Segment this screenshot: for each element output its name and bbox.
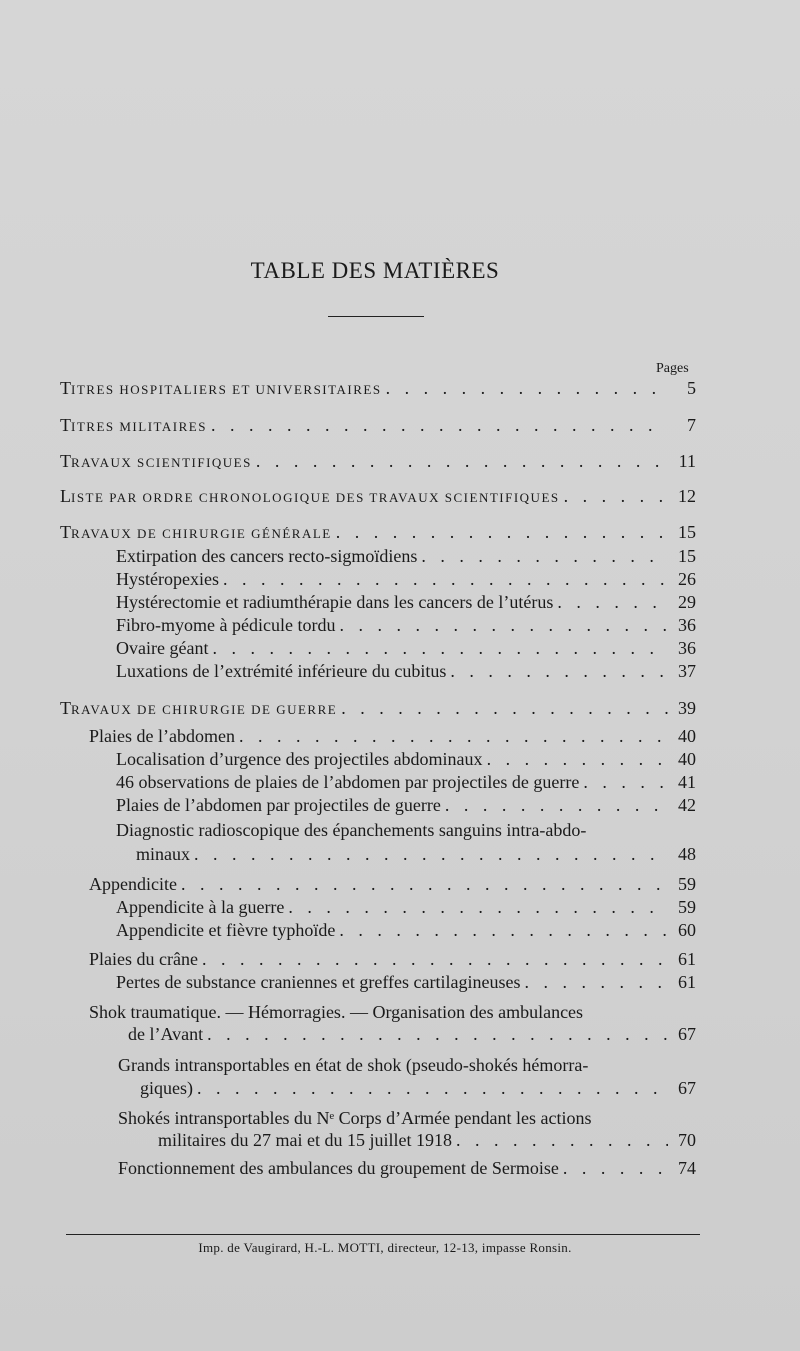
toc-entry-liste-chronologique[interactable]: LISTE PAR ORDRE CHRONOLOGIQUE DES TRAVAUX SCIENTIFIQUES . . . 12 [60, 484, 696, 510]
page-number: 40 [678, 749, 696, 769]
toc-subentry[interactable] [116, 567, 696, 591]
page-number: 61 [678, 949, 696, 969]
toc-subsection-line: Shok traumatique. — Hémorragies. — Organisation des ambulances [89, 1002, 584, 1022]
leader-dots [487, 747, 668, 771]
page-number: 11 [678, 451, 696, 471]
leader-dots [339, 613, 668, 637]
page-number: 7 [687, 415, 696, 435]
page-number: 40 [678, 726, 696, 746]
pages-column-label: Pages [656, 361, 689, 376]
page-number: 59 [678, 897, 696, 917]
toc-subsection-plaies-crane[interactable] [89, 947, 696, 971]
toc-entry-chirurgie-generale[interactable]: TRAVAUX DE CHIRURGIE GÉNÉRALE . . . 15 [60, 520, 696, 546]
footer-divider [66, 1234, 700, 1235]
toc-entry-label: Luxations de l’extrémité inférieure du cubitus [116, 661, 447, 681]
page-number: 70 [678, 1130, 696, 1150]
leader-dots [207, 1022, 668, 1046]
toc-entry-label: RAVAUX DE CHIRURGIE GÉNÉRALE [71, 526, 332, 541]
toc-entry-titres-militaires[interactable]: TITRES MILITAIRES . . . 7 [60, 413, 696, 439]
toc-entry-label: Plaies de l’abdomen [89, 726, 235, 746]
toc-subentry-line: Diagnostic radioscopique des épanchements sanguins intra-abdo- [116, 820, 587, 840]
leader-dots [336, 520, 668, 544]
page-number: 36 [678, 638, 696, 658]
leader-dots [194, 842, 668, 866]
leader-dots [450, 659, 668, 683]
leader-dots [256, 449, 668, 473]
leader-dots [211, 413, 668, 437]
toc-subentry[interactable] [116, 659, 696, 683]
toc-entry-label: ISTE PAR ORDRE CHRONOLOGIQUE DES TRAVAUX SCIENTIFIQUES [71, 490, 560, 505]
page-number: 60 [678, 920, 696, 940]
toc-subentry[interactable] [158, 1128, 696, 1152]
leader-dots [197, 1076, 668, 1100]
leader-dots [557, 590, 668, 614]
toc-entry-titres-hospitaliers[interactable]: TITRES HOSPITALIERS ET UNIVERSITAIRES . . . 5 [60, 376, 696, 402]
toc-subentry[interactable] [116, 770, 696, 794]
leader-dots [341, 696, 668, 720]
leader-dots [181, 872, 668, 896]
toc-subsection-appendicite[interactable] [89, 872, 696, 896]
toc-entry-label: Appendicite [89, 874, 177, 894]
toc-entry-label: ITRES MILITAIRES [71, 419, 207, 434]
toc-entry-label: Appendicite à la guerre [116, 897, 285, 917]
toc-entry-label: 46 observations de plaies de l’abdomen par projectiles de guerre [116, 772, 580, 792]
leader-dots [288, 895, 668, 919]
page-number: 39 [678, 698, 696, 718]
leader-dots [239, 724, 668, 748]
toc-subentry-line: Grands intransportables en état de shok (pseudo-shokés hémorra- [118, 1055, 589, 1075]
toc-entry-label: ITRES HOSPITALIERS ET UNIVERSITAIRES [71, 382, 382, 397]
toc-subentry[interactable] [116, 793, 696, 817]
leader-dots [564, 484, 668, 508]
toc-entry-label: Plaies de l’abdomen par projectiles de guerre [116, 795, 441, 815]
toc-entry-label: minaux [136, 844, 190, 864]
toc-subentry[interactable] [136, 842, 696, 866]
toc-entry-label: RAVAUX DE CHIRURGIE DE GUERRE [71, 702, 338, 717]
leader-dots [583, 770, 668, 794]
toc-entry-label: de l’Avant [128, 1024, 204, 1044]
toc-subentry[interactable] [116, 613, 696, 637]
toc-entry-label: militaires du 27 mai et du 15 juillet 1918 [158, 1130, 452, 1150]
page-number: 48 [678, 844, 696, 864]
toc-subentry[interactable] [116, 544, 696, 568]
page-title: TABLE DES MATIÈRES [250, 258, 500, 283]
page-number: 42 [678, 795, 696, 815]
leader-dots [456, 1128, 668, 1152]
page-number: 59 [678, 874, 696, 894]
page-number: 67 [678, 1024, 696, 1044]
page-number: 12 [678, 486, 696, 506]
leader-dots [212, 636, 668, 660]
toc-entry-label: Pertes de substance craniennes et greffes cartilagineuses [116, 972, 521, 992]
toc-subentry[interactable] [116, 895, 696, 919]
leader-dots [563, 1156, 668, 1180]
toc-entry-label: Plaies du crâne [89, 949, 198, 969]
toc-subentry-line: Shokés intransportables du Nᵉ Corps d’Armée pendant les actions [118, 1108, 592, 1128]
leader-dots [202, 947, 668, 971]
toc-entry-label: Ovaire géant [116, 638, 209, 658]
toc-subentry[interactable] [116, 747, 696, 771]
toc-entry-label: Hystérectomie et radiumthérapie dans les cancers de l’utérus [116, 592, 554, 612]
page-number: 26 [678, 569, 696, 589]
page-number: 5 [687, 378, 696, 398]
toc-entry-label: Fibro-myome à pédicule tordu [116, 615, 336, 635]
leader-dots [445, 793, 668, 817]
page-number: 15 [678, 546, 696, 566]
page-number: 36 [678, 615, 696, 635]
toc-entry-label: Hystéropexies [116, 569, 219, 589]
page-number: 61 [678, 972, 696, 992]
toc-subentry[interactable] [116, 970, 696, 994]
toc-subentry[interactable] [140, 1076, 696, 1100]
toc-entry-travaux-scientifiques[interactable]: TRAVAUX SCIENTIFIQUES . . . 11 [60, 449, 696, 475]
toc-subsection-plaies-abdomen[interactable] [89, 724, 696, 748]
page-number: 74 [678, 1158, 696, 1178]
printer-imprint: Imp. de Vaugirard, H.-L. MOTTI, directeur, 12-13, impasse Ronsin. [198, 1240, 572, 1255]
leader-dots [525, 970, 669, 994]
page-number: 15 [678, 522, 696, 542]
page-number: 67 [678, 1078, 696, 1098]
toc-subentry[interactable] [116, 590, 696, 614]
toc-subentry[interactable] [116, 918, 696, 942]
toc-entry-chirurgie-guerre[interactable]: TRAVAUX DE CHIRURGIE DE GUERRE . . . 39 [60, 696, 696, 722]
toc-entry-label: RAVAUX SCIENTIFIQUES [71, 455, 252, 470]
page-number: 37 [678, 661, 696, 681]
page-number: 41 [678, 772, 696, 792]
toc-entry-label: Extirpation des cancers recto-sigmoïdiens [116, 546, 418, 566]
leader-dots [421, 544, 668, 568]
toc-subsection-shok[interactable] [128, 1022, 696, 1046]
toc-entry-label: Localisation d’urgence des projectiles abdominaux [116, 749, 483, 769]
toc-entry-label: giques) [140, 1078, 193, 1098]
title-divider [328, 316, 424, 317]
toc-entry-label: Appendicite et fièvre typhoïde [116, 920, 336, 940]
leader-dots [223, 567, 668, 591]
toc-subentry[interactable] [116, 636, 696, 660]
toc-entry-label: Fonctionnement des ambulances du groupement de Sermoise [118, 1158, 559, 1178]
leader-dots [339, 918, 668, 942]
leader-dots [386, 376, 668, 400]
page-number: 29 [678, 592, 696, 612]
toc-subentry[interactable] [118, 1156, 696, 1180]
